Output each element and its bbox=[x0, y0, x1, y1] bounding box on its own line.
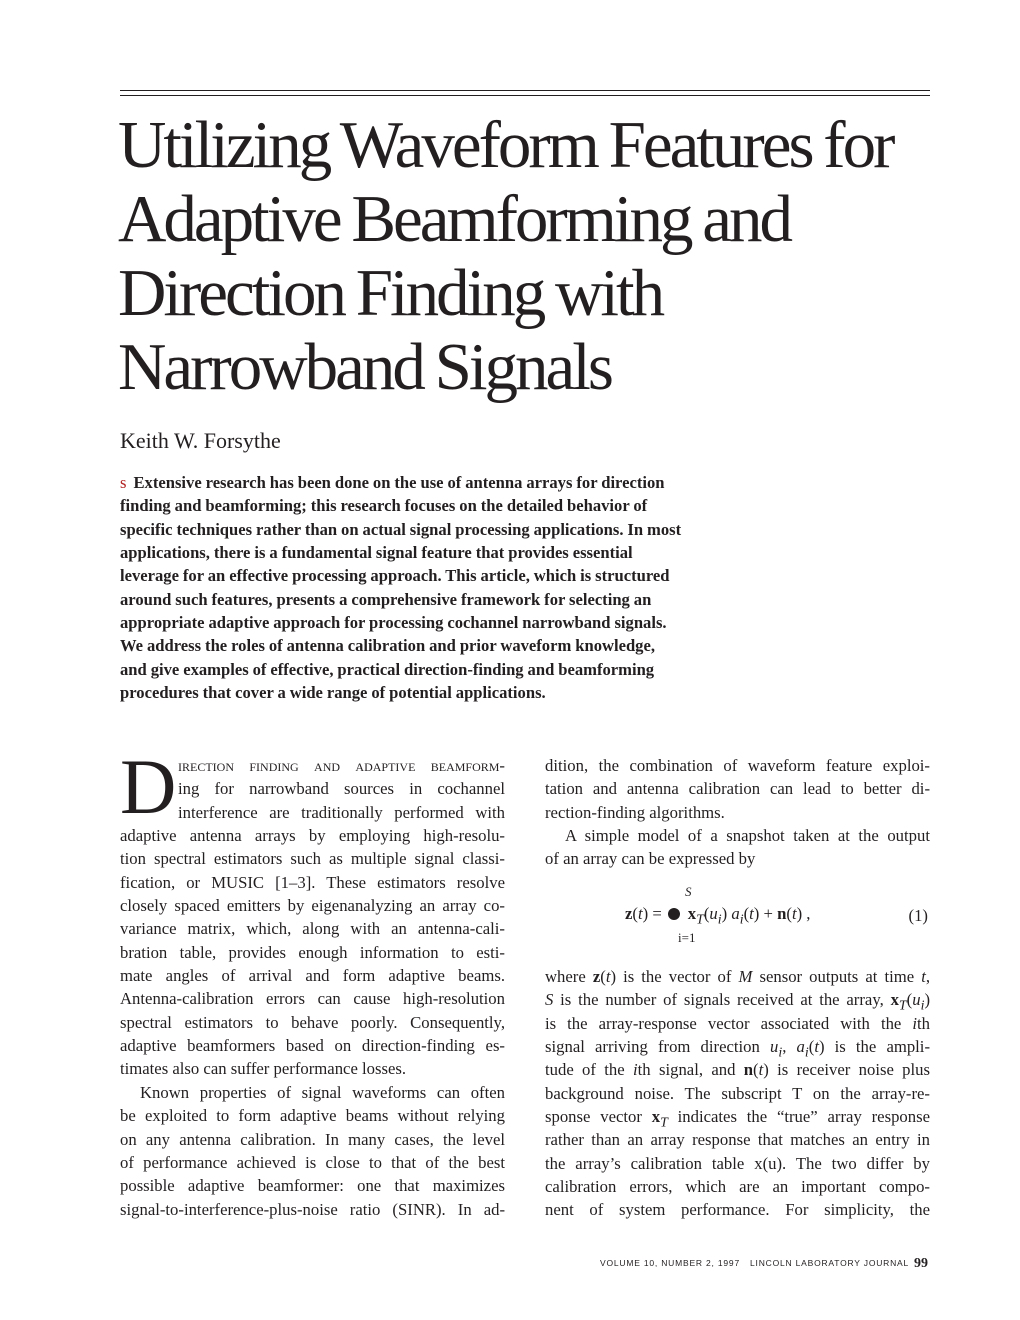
body-line: S is the number of signals received at the array, $x_T(u_i)$ bbox=[545, 990, 930, 1012]
body-line: signal arriving from direction $u_i$, $a_i(t)$ is the ampli- bbox=[545, 1037, 930, 1059]
abstract-line: We address the roles of antenna calibration and prior waveform knowledge, bbox=[120, 636, 655, 656]
abstract-line: applications, there is a fundamental signal feature that provides essential bbox=[120, 543, 633, 563]
body-line: tude of the ith signal, and n(t) is receiver noise plus bbox=[545, 1060, 930, 1080]
body-line: tation and antenna calibration can lead to better di- bbox=[545, 779, 930, 799]
article-title bbox=[118, 108, 928, 404]
footer-journal: LINCOLN LABORATORY JOURNAL bbox=[750, 1258, 910, 1268]
summation-dot-icon bbox=[668, 908, 680, 920]
body-line: the array’s calibration table x(u). The two differ by bbox=[545, 1153, 930, 1173]
body-column-right-continued bbox=[545, 965, 930, 1222]
equation-body: $z(t) = x_T(u_i) a_i(t) + n(t)$ , bbox=[625, 904, 811, 928]
abstract bbox=[120, 471, 720, 704]
sum-lower-limit: i=1 bbox=[678, 930, 696, 945]
abstract-line: and give examples of effective, practical direction-finding and beamforming bbox=[120, 659, 655, 679]
body-line: interference are traditionally performed with bbox=[178, 802, 505, 822]
body-line: variance matrix, which, along with an antenna-cali- bbox=[120, 919, 505, 939]
body-line: A simple model of a snapshot taken at the output bbox=[565, 826, 930, 846]
body-line: be exploited to form adaptive beams without relying bbox=[120, 1106, 505, 1126]
body-line: of performance achieved is close to that of the best bbox=[120, 1152, 505, 1172]
abstract-line: around such features, presents a comprehensive framework for selecting an bbox=[120, 589, 652, 609]
body-line: is the array-response vector associated with the ith bbox=[545, 1013, 930, 1033]
abstract-line-text: Extensive research has been done on the use of antenna arrays for direction bbox=[133, 473, 665, 492]
body-column-left bbox=[120, 754, 505, 1221]
body-line: ing for narrowband sources in cochannel bbox=[178, 779, 505, 799]
title-line: Narrowband Signals bbox=[118, 330, 611, 404]
abstract-line: finding and beamforming; this research focuses on the detailed behavior of bbox=[120, 496, 648, 516]
abstract-line: leverage for an effective processing approach. This article, which is structured bbox=[120, 566, 670, 586]
body-line: bration table, provides enough information to esti- bbox=[120, 942, 505, 962]
sum-upper-limit: S bbox=[685, 884, 692, 899]
body-line: Antenna-calibration errors can cause high-resolution bbox=[120, 989, 505, 1009]
body-line: irection finding and adaptive beamform- bbox=[178, 756, 505, 775]
body-line: mate angles of arrival and form adaptive beams. bbox=[120, 966, 505, 986]
abstract-line: specific techniques rather than on actual signal processing applications. In most bbox=[120, 519, 682, 539]
body-line: where z(t) is the vector of M sensor outputs at time t, bbox=[545, 967, 930, 986]
equation-number: (1) bbox=[908, 906, 928, 925]
bullet-icon: s bbox=[120, 473, 127, 492]
body-line: sponse vector $x_T$ indicates the “true” array response bbox=[545, 1107, 930, 1129]
body-line: on any antenna calibration. In many cases, the level bbox=[120, 1129, 505, 1149]
title-line: Direction Finding with bbox=[118, 256, 663, 330]
body-line: tion spectral estimators such as multiple signal classi- bbox=[120, 849, 505, 869]
body-line: adaptive beamformers based on direction-finding es- bbox=[120, 1036, 505, 1056]
body-line: closely spaced emitters by eigenanalyzing an array co- bbox=[120, 896, 505, 916]
abstract-line: appropriate adaptive approach for processing cochannel narrowband signals. bbox=[120, 613, 667, 633]
body-line: rather than an array response that matches an entry in bbox=[545, 1130, 930, 1150]
footer-volume: VOLUME 10, NUMBER 2, 1997 bbox=[600, 1258, 740, 1268]
body-line: Known properties of signal waveforms can often bbox=[140, 1082, 505, 1102]
body-line: dition, the combination of waveform feature exploi- bbox=[545, 756, 930, 775]
body-line: background noise. The subscript T on the array-re- bbox=[545, 1083, 930, 1103]
body-line: calibration errors, which are an important compo- bbox=[545, 1177, 930, 1197]
body-line: of an array can be expressed by bbox=[545, 849, 756, 869]
header-rule-top bbox=[120, 90, 930, 91]
body-line: fication, or MUSIC [1–3]. These estimators resolve bbox=[120, 872, 505, 892]
title-line: Utilizing Waveform Features for bbox=[118, 108, 893, 182]
body-line: timates also can suffer performance losses. bbox=[120, 1059, 407, 1079]
body-line: nent of system performance. For simplicity, the bbox=[545, 1200, 930, 1220]
abstract-line bbox=[120, 471, 720, 494]
equation-1 bbox=[545, 880, 930, 950]
author-name: Keith W. Forsythe bbox=[120, 428, 281, 453]
body-line: rection-finding algorithms. bbox=[545, 802, 725, 822]
title-line: Adaptive Beamforming and bbox=[118, 182, 790, 256]
body-line: spectral estimators to behave poorly. Consequently, bbox=[120, 1012, 505, 1032]
abstract-line: procedures that cover a wide range of potential applications. bbox=[120, 683, 546, 703]
drop-cap: D bbox=[120, 743, 177, 830]
page-number: 99 bbox=[914, 1256, 928, 1271]
header-rule-bottom bbox=[120, 95, 930, 96]
body-line: possible adaptive beamformer: one that maximizes bbox=[120, 1176, 505, 1196]
body-line: adaptive antenna arrays by employing high-resolu- bbox=[120, 826, 505, 846]
body-line: signal-to-interference-plus-noise ratio (SINR). In ad- bbox=[120, 1199, 505, 1219]
body-column-right bbox=[545, 754, 930, 871]
